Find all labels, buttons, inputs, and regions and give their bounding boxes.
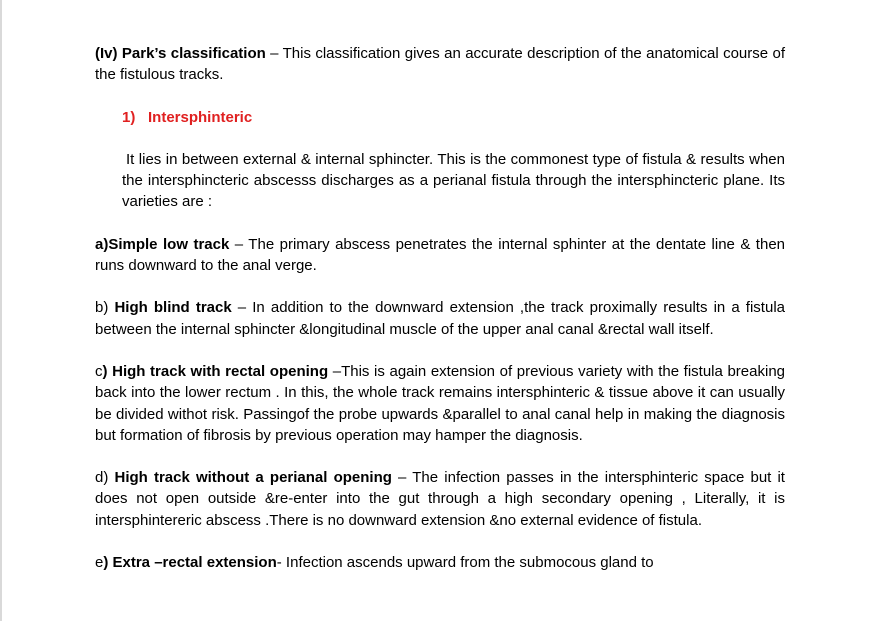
section-lead: (Iv) Park’s classification — [95, 45, 266, 62]
variety-lead: High blind track — [114, 299, 232, 317]
variety-text: – In addition to the downward extension ,the track proximally results in a fistula between the internal sphincter &longitudinal muscle of the upper anal canal &rectal wall itself. — [95, 299, 785, 338]
variety-text: –This is again extension of previous variety with the fistula breaking back into the lower rectum . In this, the whole track remains intersphinteric & tissue above it can usually be divided withot risk. Passingof the probe upwards &parallel to anal canal help in making the diagnosis but formation of fibrosis by previous operation may hamper the diagnosis. — [95, 362, 786, 444]
variety-c — [95, 361, 785, 446]
variety-prefix: c — [95, 362, 103, 380]
variety-d — [95, 467, 785, 531]
variety-a — [95, 234, 785, 277]
variety-prefix: b) — [95, 299, 115, 317]
section-text: – This classification gives an accurate description of the anatomical course of the fistulous tracks. — [95, 45, 785, 84]
intro-paragraph: It lies in between external & internal sphincter. This is the commonest type of fistula & results when the intersphincteric abscesss discharges as a perianal fistula through the intersphincteric plane. Its varieties are : — [122, 150, 785, 211]
variety-text: – The primary abscess penetrates the internal sphinter at the dentate line & then runs downward to the anal verge. — [95, 235, 786, 275]
variety-lead: a)Simple low track — [95, 235, 230, 253]
variety-text: - Infection ascends upward from the submocous gland to — [276, 554, 654, 572]
variety-lead: High track without a perianal opening — [114, 469, 392, 487]
variety-prefix: d) — [95, 469, 115, 487]
variety-lead: ) High track with rectal opening — [102, 362, 329, 380]
variety-text: – The infection passes in the intersphinteric space but it does not open outside &re-enter into the gut through a high secondary opening , Literally, it is intersphintereric abscess .There is no downward extension &no external evidence of fistula. — [95, 469, 785, 529]
subheading-number: 1) — [122, 108, 136, 126]
variety-b — [95, 297, 785, 340]
section-paragraph — [95, 43, 785, 86]
page-edge — [0, 0, 2, 621]
variety-lead: ) Extra –rectal extension — [103, 554, 277, 572]
document-page — [95, 43, 785, 573]
variety-e — [95, 552, 785, 573]
subheading — [122, 107, 785, 128]
variety-prefix: e — [95, 554, 104, 572]
subheading-label: Intersphinteric — [148, 108, 253, 126]
